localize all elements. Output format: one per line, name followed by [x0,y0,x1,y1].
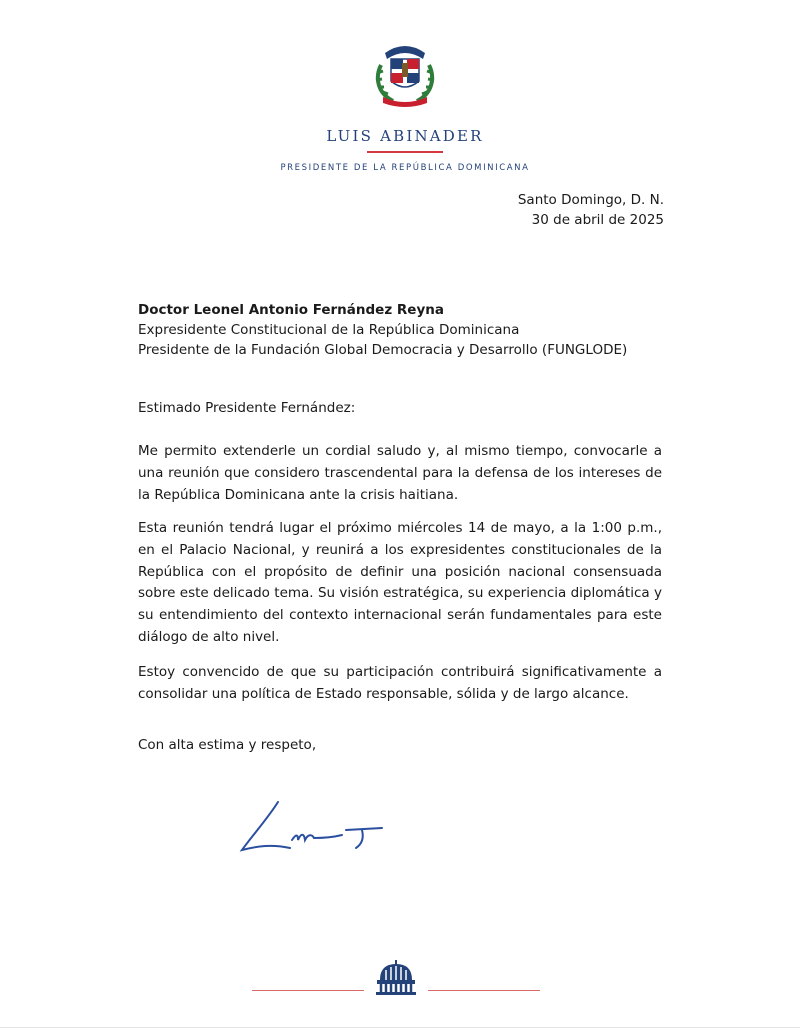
date: 30 de abril de 2025 [531,212,664,228]
place-date [518,190,664,230]
coat-of-arms-icon [371,35,439,107]
sender-title: PRESIDENTE DE LA REPÚBLICA DOMINICANA [280,163,530,173]
paragraph-3: Estoy convencido de que su participación contribuirá significativamente a consolidar una política de Estado responsable, sólida y de largo alcance. [138,664,662,702]
page-edge [0,1027,800,1028]
paragraph-1: Me permito extenderle un cordial saludo y, al mismo tiempo, convocarle a una reunión que considero trascendental para la defensa de los intereses de la República Dominicana ante la crisis haitiana. [138,443,662,503]
sender-name: LUIS ABINADER [326,127,484,145]
paragraph-2: Esta reunión tendrá lugar el próximo miércoles 14 de mayo, a la 1:00 p.m., en el Palacio Nacional, y reunirá a los expresidentes constitucionales de la República con el propósito de definir una posición nacional consensuada sobre este delicado tema. Su visión estratégica, su experiencia diplomática y su entendimiento del contexto internacional serán fundamentales para este diálogo de alto nivel. [138,520,662,645]
footer-rule-left [252,990,364,991]
signature [238,800,388,860]
closing: Con alta estima y respeto, [138,737,317,753]
recipient-block [138,300,678,360]
footer-rule-right [428,990,540,991]
place: Santo Domingo, D. N. [517,192,664,208]
recipient-name: Doctor Leonel Antonio Fernández Reyna [138,302,444,318]
recipient-line-1: Expresidente Constitucional de la República Dominicana [138,322,520,338]
recipient-line-2: Presidente de la Fundación Global Democracia y Desarrollo (FUNGLODE) [138,342,628,358]
name-divider [367,151,443,153]
palace-dome-icon [374,958,418,996]
salutation: Estimado Presidente Fernández: [138,400,356,416]
